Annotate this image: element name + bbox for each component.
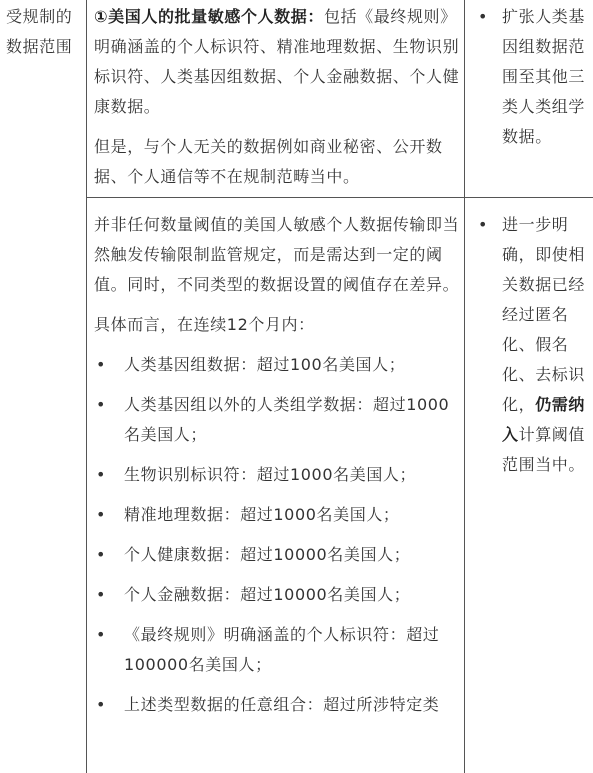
list-item [94, 580, 462, 610]
bullet-icon: • [96, 695, 107, 714]
bullet-icon: • [96, 465, 107, 484]
list-item [94, 350, 462, 380]
list-item [94, 390, 462, 450]
list-item-text: 《最终规则》明确涵盖的个人标识符：超过100000名美国人； [124, 625, 440, 674]
list-item [94, 620, 462, 680]
list-item [94, 690, 462, 720]
list-item-text: 人类基因组以外的人类组学数据：超过1000名美国人； [124, 395, 450, 444]
list-item-text: 个人健康数据：超过10000名美国人； [124, 545, 411, 564]
bullet-icon: • [478, 215, 489, 234]
scope-exclusion: 但是，与个人无关的数据例如商业秘密、公开数据、个人通信等不在规制范畴当中。 [94, 137, 443, 186]
scope-intro-text: 包括《最终规则》明确涵盖的个人标识符、精准地理数据、生物识别标识符、人类基因组数据、个人金融数据、个人健康数据。 [94, 7, 460, 116]
scope-change-text: 扩张人类基因组数据范围至其他三类人类组学数据。 [502, 7, 586, 146]
list-item-text: 个人金融数据：超过10000名美国人； [124, 585, 411, 604]
threshold-change-cell [478, 210, 593, 480]
list-item-text: 精准地理数据：超过1000名美国人； [124, 505, 400, 524]
scope-title: ①美国人的批量敏感个人数据： [94, 7, 324, 26]
threshold-change-after: 计算阈值范围当中。 [502, 425, 586, 474]
row-divider [86, 197, 465, 198]
row-divider-right [464, 197, 593, 198]
bullet-icon: • [96, 625, 107, 644]
threshold-cell [94, 210, 462, 720]
row-header-cell [6, 2, 84, 62]
list-item [94, 460, 462, 490]
bullet-icon: • [96, 545, 107, 564]
bullet-icon: • [96, 585, 107, 604]
list-item [94, 540, 462, 570]
column-divider-1 [86, 0, 87, 773]
scope-cell [94, 2, 462, 192]
list-item [94, 500, 462, 530]
threshold-intro: 并非任何数量阈值的美国人敏感个人数据传输即当然触发传输限制监管规定，而是需达到一定的阈值。同时，不同类型的数据设置的阈值存在差异。 [94, 215, 460, 294]
list-item-text: 人类基因组数据：超过100名美国人； [124, 355, 406, 374]
threshold-period: 具体而言，在连续12个月内： [94, 315, 315, 334]
bullet-icon: • [96, 505, 107, 524]
threshold-change-bold: 仍需纳入 [502, 395, 586, 444]
list-item-text: 生物识别标识符：超过1000名美国人； [124, 465, 417, 484]
bullet-icon: • [478, 7, 489, 26]
scope-change-cell [478, 2, 593, 152]
column-divider-2 [464, 0, 465, 773]
row-header: 受规制的数据范围 [6, 7, 73, 56]
scope-intro [94, 2, 462, 122]
threshold-change-text [502, 210, 593, 480]
threshold-change-before: 进一步明确，即使相关数据已经经过匿名化、假名化、去标识化， [502, 215, 586, 414]
bullet-icon: • [96, 395, 107, 414]
bullet-icon: • [96, 355, 107, 374]
list-item-text: 上述类型数据的任意组合：超过所涉特定类 [124, 695, 440, 714]
threshold-list [94, 350, 462, 720]
